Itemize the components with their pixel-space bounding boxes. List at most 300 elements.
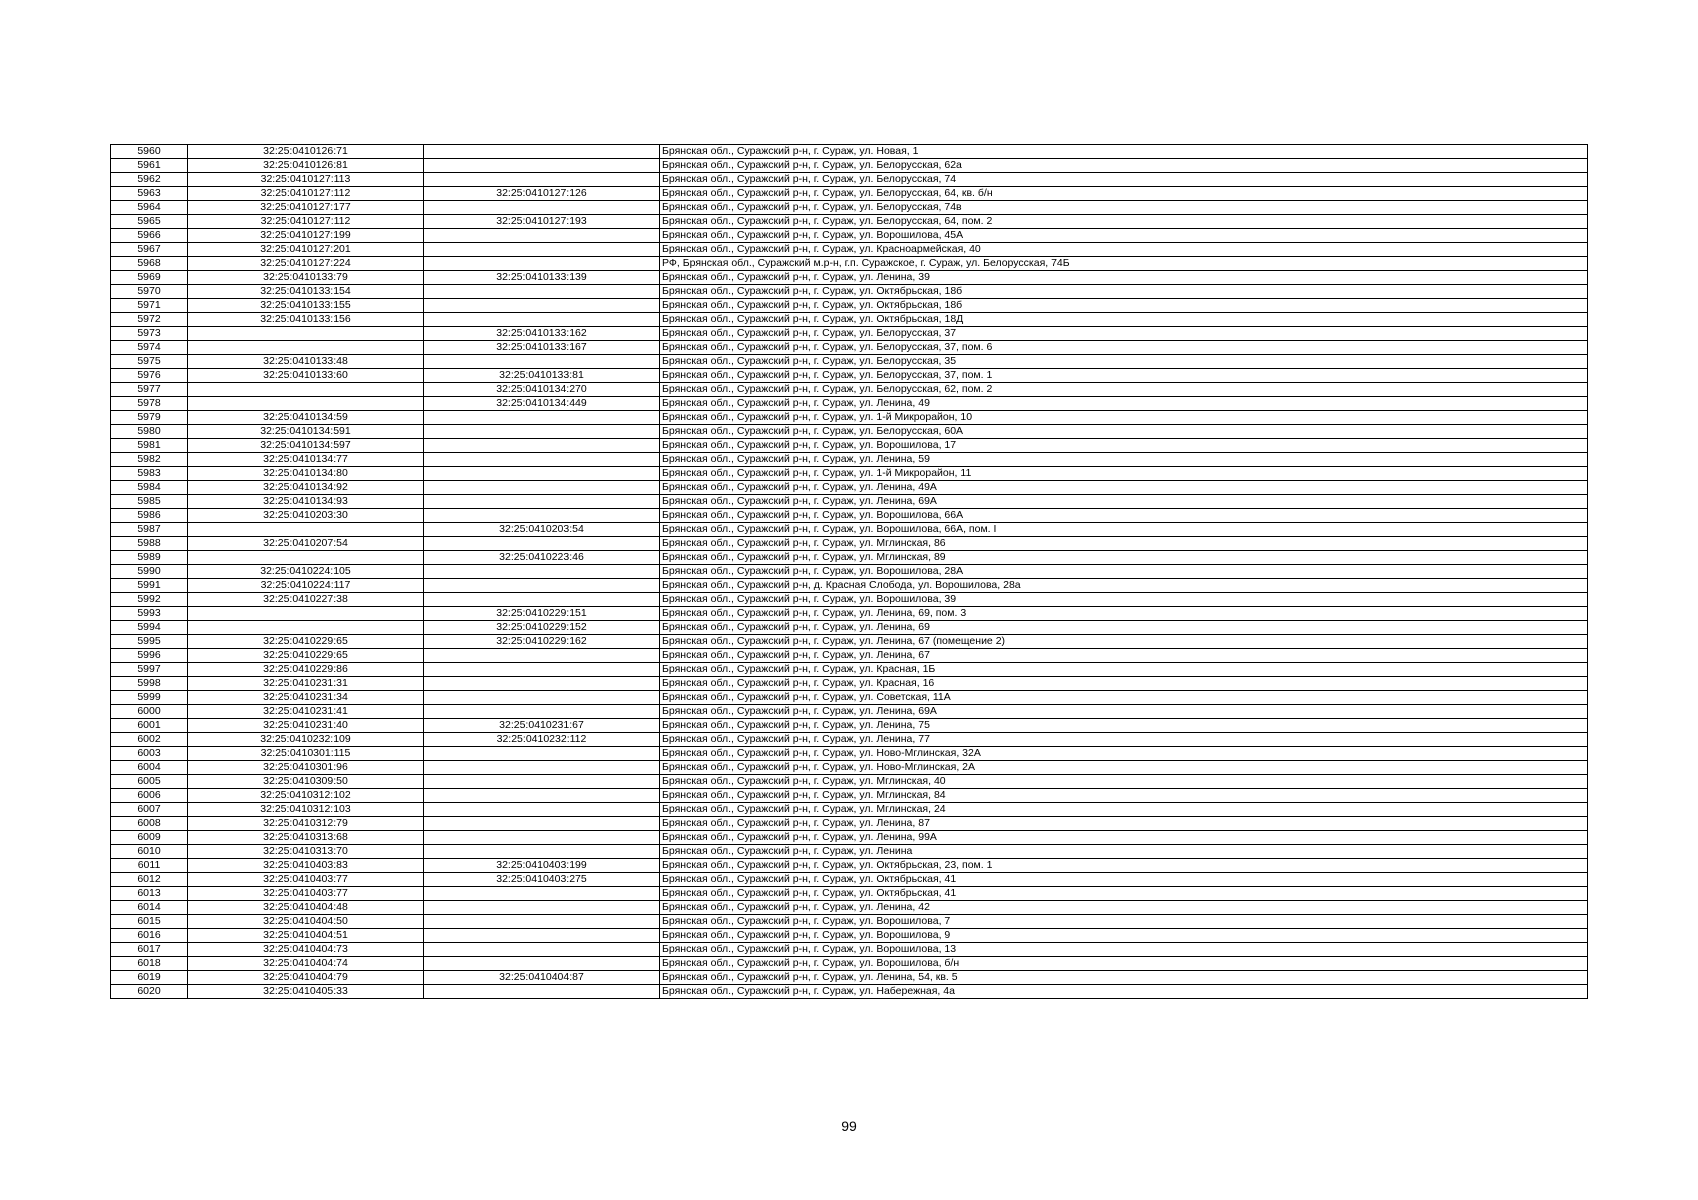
address-cell: Брянская обл., Суражский р-н, д. Красная Слобода, ул. Ворошилова, 28а	[660, 579, 1588, 593]
row-number-cell: 5988	[111, 537, 188, 551]
row-number-cell: 5998	[111, 677, 188, 691]
table-row	[111, 145, 1588, 159]
table-row	[111, 159, 1588, 173]
table-row	[111, 411, 1588, 425]
address-cell: Брянская обл., Суражский р-н, г. Сураж, ул. Ворошилова, 7	[660, 915, 1588, 929]
related-cadastral-number-cell	[424, 467, 660, 481]
address-cell: Брянская обл., Суражский р-н, г. Сураж, ул. Ворошилова, 9	[660, 929, 1588, 943]
row-number-cell: 6015	[111, 915, 188, 929]
related-cadastral-number-cell: 32:25:0410229:162	[424, 635, 660, 649]
cadastral-number-cell: 32:25:0410404:79	[188, 971, 424, 985]
related-cadastral-number-cell	[424, 901, 660, 915]
address-cell: Брянская обл., Суражский р-н, г. Сураж, ул. Белорусская, 64, кв. б/н	[660, 187, 1588, 201]
address-cell: Брянская обл., Суражский р-н, г. Сураж, ул. Новая, 1	[660, 145, 1588, 159]
address-cell: Брянская обл., Суражский р-н, г. Сураж, ул. Мглинская, 84	[660, 789, 1588, 803]
related-cadastral-number-cell	[424, 985, 660, 999]
row-number-cell: 5975	[111, 355, 188, 369]
row-number-cell: 5967	[111, 243, 188, 257]
address-cell: Брянская обл., Суражский р-н, г. Сураж, ул. Набережная, 4а	[660, 985, 1588, 999]
address-cell: Брянская обл., Суражский р-н, г. Сураж, ул. Белорусская, 64, пом. 2	[660, 215, 1588, 229]
related-cadastral-number-cell	[424, 915, 660, 929]
table-row	[111, 509, 1588, 523]
related-cadastral-number-cell: 32:25:0410403:199	[424, 859, 660, 873]
address-cell: Брянская обл., Суражский р-н, г. Сураж, ул. Ленина, 69, пом. 3	[660, 607, 1588, 621]
table-row	[111, 761, 1588, 775]
related-cadastral-number-cell: 32:25:0410127:126	[424, 187, 660, 201]
related-cadastral-number-cell	[424, 159, 660, 173]
cadastral-number-cell: 32:25:0410134:59	[188, 411, 424, 425]
table-row	[111, 495, 1588, 509]
row-number-cell: 5966	[111, 229, 188, 243]
related-cadastral-number-cell	[424, 565, 660, 579]
related-cadastral-number-cell	[424, 957, 660, 971]
address-cell: Брянская обл., Суражский р-н, г. Сураж, ул. Белорусская, 37, пом. 6	[660, 341, 1588, 355]
address-cell: Брянская обл., Суражский р-н, г. Сураж, ул. Ленина, 77	[660, 733, 1588, 747]
cadastral-number-cell: 32:25:0410229:86	[188, 663, 424, 677]
address-cell: Брянская обл., Суражский р-н, г. Сураж, ул. Ленина, 67	[660, 649, 1588, 663]
row-number-cell: 6010	[111, 845, 188, 859]
related-cadastral-number-cell	[424, 201, 660, 215]
row-number-cell: 5970	[111, 285, 188, 299]
row-number-cell: 5999	[111, 691, 188, 705]
cadastral-number-cell: 32:25:0410127:199	[188, 229, 424, 243]
row-number-cell: 6001	[111, 719, 188, 733]
row-number-cell: 5972	[111, 313, 188, 327]
table-row	[111, 859, 1588, 873]
row-number-cell: 5991	[111, 579, 188, 593]
cadastral-number-cell: 32:25:0410203:30	[188, 509, 424, 523]
cadastral-number-cell: 32:25:0410404:48	[188, 901, 424, 915]
address-cell: Брянская обл., Суражский р-н, г. Сураж, ул. Ленина, 69А	[660, 495, 1588, 509]
related-cadastral-number-cell: 32:25:0410223:46	[424, 551, 660, 565]
address-cell: Брянская обл., Суражский р-н, г. Сураж, ул. Ленина, 67 (помещение 2)	[660, 635, 1588, 649]
row-number-cell: 5962	[111, 173, 188, 187]
cadastral-number-cell: 32:25:0410403:77	[188, 887, 424, 901]
related-cadastral-number-cell	[424, 439, 660, 453]
table-row	[111, 663, 1588, 677]
row-number-cell: 6011	[111, 859, 188, 873]
table-row	[111, 327, 1588, 341]
address-cell: Брянская обл., Суражский р-н, г. Сураж, ул. Ворошилова, 28А	[660, 565, 1588, 579]
table-row	[111, 523, 1588, 537]
related-cadastral-number-cell	[424, 579, 660, 593]
related-cadastral-number-cell: 32:25:0410134:270	[424, 383, 660, 397]
row-number-cell: 6020	[111, 985, 188, 999]
row-number-cell: 6019	[111, 971, 188, 985]
related-cadastral-number-cell	[424, 173, 660, 187]
related-cadastral-number-cell	[424, 229, 660, 243]
address-cell: Брянская обл., Суражский р-н, г. Сураж, ул. Ленина, 39	[660, 271, 1588, 285]
row-number-cell: 5993	[111, 607, 188, 621]
cadastral-number-cell: 32:25:0410207:54	[188, 537, 424, 551]
address-cell: Брянская обл., Суражский р-н, г. Сураж, ул. Ворошилова, 45А	[660, 229, 1588, 243]
related-cadastral-number-cell	[424, 649, 660, 663]
related-cadastral-number-cell	[424, 677, 660, 691]
registry-table	[110, 144, 1588, 999]
address-cell: РФ, Брянская обл., Суражский м.р-н, г.п. Суражское, г. Сураж, ул. Белорусская, 74Б	[660, 257, 1588, 271]
table-row	[111, 579, 1588, 593]
address-cell: Брянская обл., Суражский р-н, г. Сураж, ул. Красная, 16	[660, 677, 1588, 691]
table-row	[111, 915, 1588, 929]
table-row	[111, 649, 1588, 663]
address-cell: Брянская обл., Суражский р-н, г. Сураж, ул. Белорусская, 62, пом. 2	[660, 383, 1588, 397]
table-row	[111, 187, 1588, 201]
registry-table-body	[111, 145, 1588, 999]
related-cadastral-number-cell	[424, 761, 660, 775]
related-cadastral-number-cell: 32:25:0410203:54	[424, 523, 660, 537]
related-cadastral-number-cell: 32:25:0410229:152	[424, 621, 660, 635]
cadastral-number-cell: 32:25:0410127:113	[188, 173, 424, 187]
row-number-cell: 5961	[111, 159, 188, 173]
related-cadastral-number-cell: 32:25:0410404:87	[424, 971, 660, 985]
table-row	[111, 383, 1588, 397]
row-number-cell: 6006	[111, 789, 188, 803]
cadastral-number-cell: 32:25:0410133:48	[188, 355, 424, 369]
table-row	[111, 873, 1588, 887]
related-cadastral-number-cell	[424, 495, 660, 509]
cadastral-number-cell: 32:25:0410404:74	[188, 957, 424, 971]
address-cell: Брянская обл., Суражский р-н, г. Сураж, ул. Ворошилова, 66А	[660, 509, 1588, 523]
cadastral-number-cell: 32:25:0410127:177	[188, 201, 424, 215]
row-number-cell: 5992	[111, 593, 188, 607]
related-cadastral-number-cell	[424, 831, 660, 845]
address-cell: Брянская обл., Суражский р-н, г. Сураж, ул. Октябрьская, 23, пом. 1	[660, 859, 1588, 873]
address-cell: Брянская обл., Суражский р-н, г. Сураж, ул. Ленина, 69	[660, 621, 1588, 635]
table-row	[111, 369, 1588, 383]
related-cadastral-number-cell	[424, 789, 660, 803]
cadastral-number-cell: 32:25:0410224:117	[188, 579, 424, 593]
row-number-cell: 5980	[111, 425, 188, 439]
table-row	[111, 957, 1588, 971]
related-cadastral-number-cell	[424, 355, 660, 369]
row-number-cell: 5990	[111, 565, 188, 579]
cadastral-number-cell	[188, 621, 424, 635]
address-cell: Брянская обл., Суражский р-н, г. Сураж, ул. Ворошилова, 66А, пом. I	[660, 523, 1588, 537]
row-number-cell: 5963	[111, 187, 188, 201]
table-row	[111, 467, 1588, 481]
cadastral-number-cell: 32:25:0410133:154	[188, 285, 424, 299]
address-cell: Брянская обл., Суражский р-н, г. Сураж, ул. Октябрьская, 18б	[660, 285, 1588, 299]
row-number-cell: 5965	[111, 215, 188, 229]
cadastral-number-cell: 32:25:0410229:65	[188, 649, 424, 663]
table-row	[111, 481, 1588, 495]
related-cadastral-number-cell	[424, 299, 660, 313]
cadastral-number-cell: 32:25:0410133:156	[188, 313, 424, 327]
table-row	[111, 425, 1588, 439]
row-number-cell: 5982	[111, 453, 188, 467]
row-number-cell: 6004	[111, 761, 188, 775]
table-row	[111, 453, 1588, 467]
table-row	[111, 929, 1588, 943]
address-cell: Брянская обл., Суражский р-н, г. Сураж, ул. Ленина, 42	[660, 901, 1588, 915]
row-number-cell: 5960	[111, 145, 188, 159]
table-row	[111, 607, 1588, 621]
address-cell: Брянская обл., Суражский р-н, г. Сураж, ул. Ново-Мглинская, 32А	[660, 747, 1588, 761]
address-cell: Брянская обл., Суражский р-н, г. Сураж, ул. Ворошилова, 13	[660, 943, 1588, 957]
row-number-cell: 5977	[111, 383, 188, 397]
cadastral-number-cell: 32:25:0410227:38	[188, 593, 424, 607]
cadastral-number-cell: 32:25:0410133:60	[188, 369, 424, 383]
table-row	[111, 537, 1588, 551]
related-cadastral-number-cell: 32:25:0410134:449	[424, 397, 660, 411]
table-row	[111, 887, 1588, 901]
row-number-cell: 5974	[111, 341, 188, 355]
table-row	[111, 971, 1588, 985]
row-number-cell: 6007	[111, 803, 188, 817]
cadastral-number-cell: 32:25:0410134:80	[188, 467, 424, 481]
related-cadastral-number-cell	[424, 145, 660, 159]
related-cadastral-number-cell: 32:25:0410127:193	[424, 215, 660, 229]
row-number-cell: 5996	[111, 649, 188, 663]
row-number-cell: 5971	[111, 299, 188, 313]
cadastral-number-cell	[188, 341, 424, 355]
row-number-cell: 6005	[111, 775, 188, 789]
table-row	[111, 173, 1588, 187]
related-cadastral-number-cell	[424, 775, 660, 789]
address-cell: Брянская обл., Суражский р-н, г. Сураж, ул. Белорусская, 62а	[660, 159, 1588, 173]
cadastral-number-cell: 32:25:0410126:71	[188, 145, 424, 159]
row-number-cell: 6017	[111, 943, 188, 957]
address-cell: Брянская обл., Суражский р-н, г. Сураж, ул. Октябрьская, 18Д	[660, 313, 1588, 327]
table-row	[111, 565, 1588, 579]
cadastral-number-cell: 32:25:0410403:77	[188, 873, 424, 887]
cadastral-number-cell: 32:25:0410231:34	[188, 691, 424, 705]
cadastral-number-cell: 32:25:0410232:109	[188, 733, 424, 747]
row-number-cell: 5994	[111, 621, 188, 635]
table-row	[111, 229, 1588, 243]
row-number-cell: 5989	[111, 551, 188, 565]
cadastral-number-cell: 32:25:0410127:112	[188, 215, 424, 229]
address-cell: Брянская обл., Суражский р-н, г. Сураж, ул. Ворошилова, 17	[660, 439, 1588, 453]
cadastral-number-cell: 32:25:0410133:79	[188, 271, 424, 285]
address-cell: Брянская обл., Суражский р-н, г. Сураж, ул. Мглинская, 89	[660, 551, 1588, 565]
table-row	[111, 733, 1588, 747]
related-cadastral-number-cell: 32:25:0410232:112	[424, 733, 660, 747]
cadastral-number-cell: 32:25:0410127:112	[188, 187, 424, 201]
related-cadastral-number-cell	[424, 285, 660, 299]
related-cadastral-number-cell	[424, 537, 660, 551]
cadastral-number-cell: 32:25:0410313:70	[188, 845, 424, 859]
related-cadastral-number-cell	[424, 257, 660, 271]
row-number-cell: 5976	[111, 369, 188, 383]
row-number-cell: 5995	[111, 635, 188, 649]
row-number-cell: 6014	[111, 901, 188, 915]
address-cell: Брянская обл., Суражский р-н, г. Сураж, ул. Советская, 11А	[660, 691, 1588, 705]
table-row	[111, 677, 1588, 691]
table-row	[111, 775, 1588, 789]
table-row	[111, 271, 1588, 285]
table-row	[111, 285, 1588, 299]
row-number-cell: 5969	[111, 271, 188, 285]
row-number-cell: 5964	[111, 201, 188, 215]
cadastral-number-cell	[188, 397, 424, 411]
table-row	[111, 215, 1588, 229]
address-cell: Брянская обл., Суражский р-н, г. Сураж, ул. Октябрьская, 41	[660, 887, 1588, 901]
related-cadastral-number-cell: 32:25:0410229:151	[424, 607, 660, 621]
address-cell: Брянская обл., Суражский р-н, г. Сураж, ул. Белорусская, 37	[660, 327, 1588, 341]
related-cadastral-number-cell	[424, 705, 660, 719]
address-cell: Брянская обл., Суражский р-н, г. Сураж, ул. Ленина, 49	[660, 397, 1588, 411]
registry-sheet	[110, 144, 1587, 999]
related-cadastral-number-cell	[424, 593, 660, 607]
cadastral-number-cell: 32:25:0410313:68	[188, 831, 424, 845]
table-row	[111, 719, 1588, 733]
related-cadastral-number-cell	[424, 411, 660, 425]
address-cell: Брянская обл., Суражский р-н, г. Сураж, ул. Ленина, 87	[660, 817, 1588, 831]
cadastral-number-cell: 32:25:0410301:96	[188, 761, 424, 775]
cadastral-number-cell: 32:25:0410404:51	[188, 929, 424, 943]
table-row	[111, 551, 1588, 565]
row-number-cell: 5968	[111, 257, 188, 271]
cadastral-number-cell: 32:25:0410134:591	[188, 425, 424, 439]
page-number: 99	[841, 1118, 857, 1134]
table-row	[111, 943, 1588, 957]
table-row	[111, 831, 1588, 845]
cadastral-number-cell: 32:25:0410312:102	[188, 789, 424, 803]
address-cell: Брянская обл., Суражский р-н, г. Сураж, ул. Ленина, 54, кв. 5	[660, 971, 1588, 985]
cadastral-number-cell: 32:25:0410224:105	[188, 565, 424, 579]
table-row	[111, 691, 1588, 705]
address-cell: Брянская обл., Суражский р-н, г. Сураж, ул. Ленина, 75	[660, 719, 1588, 733]
table-row	[111, 341, 1588, 355]
related-cadastral-number-cell	[424, 887, 660, 901]
cadastral-number-cell: 32:25:0410134:92	[188, 481, 424, 495]
cadastral-number-cell	[188, 551, 424, 565]
table-row	[111, 985, 1588, 999]
cadastral-number-cell: 32:25:0410126:81	[188, 159, 424, 173]
row-number-cell: 6018	[111, 957, 188, 971]
related-cadastral-number-cell	[424, 509, 660, 523]
cadastral-number-cell: 32:25:0410231:40	[188, 719, 424, 733]
cadastral-number-cell: 32:25:0410312:103	[188, 803, 424, 817]
related-cadastral-number-cell	[424, 747, 660, 761]
cadastral-number-cell: 32:25:0410127:224	[188, 257, 424, 271]
related-cadastral-number-cell	[424, 803, 660, 817]
table-row	[111, 397, 1588, 411]
address-cell: Брянская обл., Суражский р-н, г. Сураж, ул. Ленина	[660, 845, 1588, 859]
related-cadastral-number-cell: 32:25:0410133:162	[424, 327, 660, 341]
cadastral-number-cell	[188, 383, 424, 397]
row-number-cell: 6008	[111, 817, 188, 831]
related-cadastral-number-cell: 32:25:0410133:139	[424, 271, 660, 285]
address-cell: Брянская обл., Суражский р-н, г. Сураж, ул. Белорусская, 37, пом. 1	[660, 369, 1588, 383]
row-number-cell: 6013	[111, 887, 188, 901]
row-number-cell: 6012	[111, 873, 188, 887]
address-cell: Брянская обл., Суражский р-н, г. Сураж, ул. Мглинская, 86	[660, 537, 1588, 551]
cadastral-number-cell: 32:25:0410229:65	[188, 635, 424, 649]
address-cell: Брянская обл., Суражский р-н, г. Сураж, ул. Белорусская, 74	[660, 173, 1588, 187]
table-row	[111, 313, 1588, 327]
cadastral-number-cell	[188, 607, 424, 621]
address-cell: Брянская обл., Суражский р-н, г. Сураж, ул. 1-й Микрорайон, 10	[660, 411, 1588, 425]
related-cadastral-number-cell: 32:25:0410231:67	[424, 719, 660, 733]
row-number-cell: 5987	[111, 523, 188, 537]
address-cell: Брянская обл., Суражский р-н, г. Сураж, ул. Октябрьская, 41	[660, 873, 1588, 887]
address-cell: Брянская обл., Суражский р-н, г. Сураж, ул. 1-й Микрорайон, 11	[660, 467, 1588, 481]
address-cell: Брянская обл., Суражский р-н, г. Сураж, ул. Ленина, 69А	[660, 705, 1588, 719]
cadastral-number-cell: 32:25:0410405:33	[188, 985, 424, 999]
table-row	[111, 355, 1588, 369]
cadastral-number-cell: 32:25:0410231:41	[188, 705, 424, 719]
cadastral-number-cell	[188, 327, 424, 341]
table-row	[111, 845, 1588, 859]
table-row	[111, 803, 1588, 817]
related-cadastral-number-cell	[424, 929, 660, 943]
cadastral-number-cell: 32:25:0410231:31	[188, 677, 424, 691]
address-cell: Брянская обл., Суражский р-н, г. Сураж, ул. Октябрьская, 18б	[660, 299, 1588, 313]
cadastral-number-cell: 32:25:0410404:73	[188, 943, 424, 957]
address-cell: Брянская обл., Суражский р-н, г. Сураж, ул. Мглинская, 24	[660, 803, 1588, 817]
related-cadastral-number-cell: 32:25:0410133:81	[424, 369, 660, 383]
table-row	[111, 789, 1588, 803]
related-cadastral-number-cell	[424, 425, 660, 439]
related-cadastral-number-cell	[424, 481, 660, 495]
address-cell: Брянская обл., Суражский р-н, г. Сураж, ул. Красноармейская, 40	[660, 243, 1588, 257]
row-number-cell: 5979	[111, 411, 188, 425]
table-row	[111, 201, 1588, 215]
cadastral-number-cell: 32:25:0410134:93	[188, 495, 424, 509]
row-number-cell: 5986	[111, 509, 188, 523]
table-row	[111, 243, 1588, 257]
address-cell: Брянская обл., Суражский р-н, г. Сураж, ул. Красная, 1Б	[660, 663, 1588, 677]
address-cell: Брянская обл., Суражский р-н, г. Сураж, ул. Белорусская, 35	[660, 355, 1588, 369]
cadastral-number-cell: 32:25:0410309:50	[188, 775, 424, 789]
table-row	[111, 257, 1588, 271]
cadastral-number-cell	[188, 523, 424, 537]
related-cadastral-number-cell	[424, 453, 660, 467]
cadastral-number-cell: 32:25:0410134:597	[188, 439, 424, 453]
row-number-cell: 5973	[111, 327, 188, 341]
cadastral-number-cell: 32:25:0410134:77	[188, 453, 424, 467]
row-number-cell: 5985	[111, 495, 188, 509]
related-cadastral-number-cell	[424, 691, 660, 705]
table-row	[111, 901, 1588, 915]
row-number-cell: 5981	[111, 439, 188, 453]
address-cell: Брянская обл., Суражский р-н, г. Сураж, ул. Ворошилова, б/н	[660, 957, 1588, 971]
table-row	[111, 747, 1588, 761]
address-cell: Брянская обл., Суражский р-н, г. Сураж, ул. Мглинская, 40	[660, 775, 1588, 789]
cadastral-number-cell: 32:25:0410403:83	[188, 859, 424, 873]
address-cell: Брянская обл., Суражский р-н, г. Сураж, ул. Белорусская, 74в	[660, 201, 1588, 215]
related-cadastral-number-cell	[424, 817, 660, 831]
address-cell: Брянская обл., Суражский р-н, г. Сураж, ул. Ленина, 59	[660, 453, 1588, 467]
table-row	[111, 635, 1588, 649]
related-cadastral-number-cell	[424, 943, 660, 957]
row-number-cell: 5984	[111, 481, 188, 495]
table-row	[111, 439, 1588, 453]
table-row	[111, 705, 1588, 719]
cadastral-number-cell: 32:25:0410404:50	[188, 915, 424, 929]
row-number-cell: 6009	[111, 831, 188, 845]
table-row	[111, 593, 1588, 607]
related-cadastral-number-cell	[424, 663, 660, 677]
related-cadastral-number-cell	[424, 845, 660, 859]
related-cadastral-number-cell: 32:25:0410403:275	[424, 873, 660, 887]
table-row	[111, 299, 1588, 313]
address-cell: Брянская обл., Суражский р-н, г. Сураж, ул. Ленина, 49А	[660, 481, 1588, 495]
related-cadastral-number-cell	[424, 243, 660, 257]
row-number-cell: 5978	[111, 397, 188, 411]
address-cell: Брянская обл., Суражский р-н, г. Сураж, ул. Ленина, 99А	[660, 831, 1588, 845]
table-row	[111, 817, 1588, 831]
related-cadastral-number-cell: 32:25:0410133:167	[424, 341, 660, 355]
row-number-cell: 5997	[111, 663, 188, 677]
row-number-cell: 6002	[111, 733, 188, 747]
table-row	[111, 621, 1588, 635]
row-number-cell: 5983	[111, 467, 188, 481]
address-cell: Брянская обл., Суражский р-н, г. Сураж, ул. Белорусская, 60А	[660, 425, 1588, 439]
cadastral-number-cell: 32:25:0410301:115	[188, 747, 424, 761]
